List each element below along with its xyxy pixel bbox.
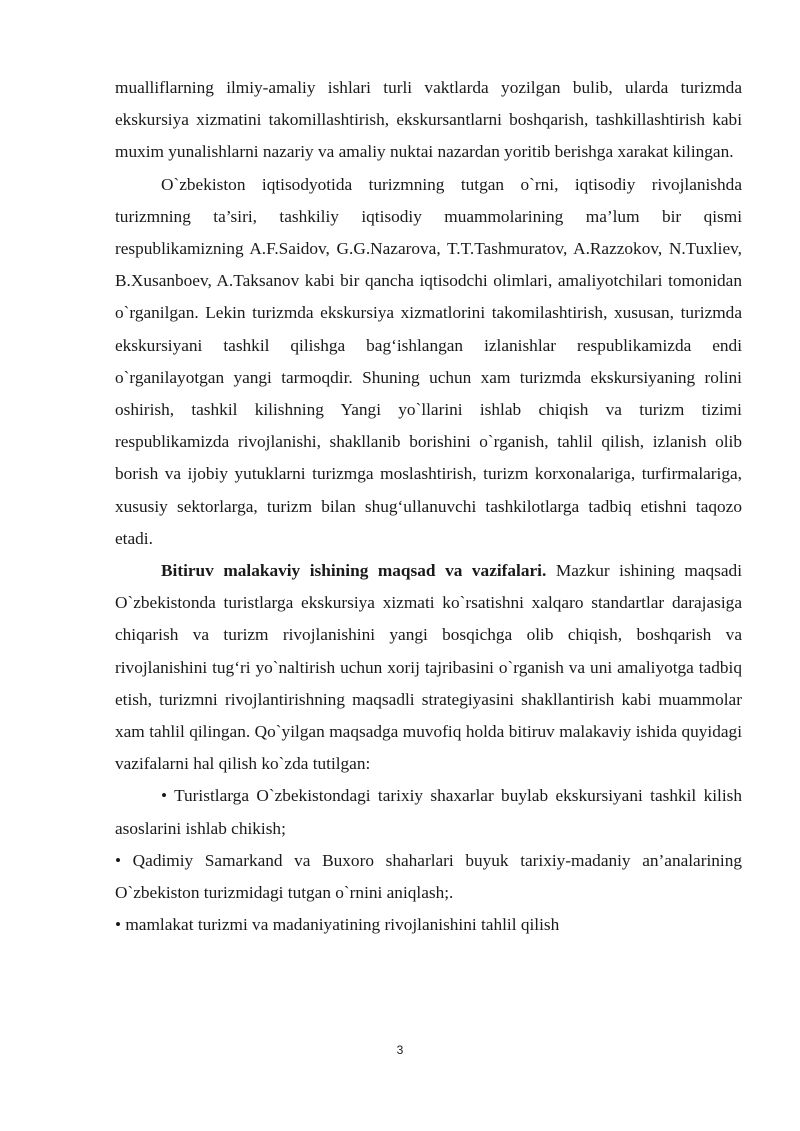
section-heading: Bitiruv malakaviy ishining maqsad va vazifalari. <box>161 561 547 581</box>
list-item: • mamlakat turizmi va madaniyatining rivojlanishini tahlil qilish <box>115 915 560 935</box>
paragraph-intro: mualliflarning ilmiy-amaliy ishlari turli vaktlarda yozilgan bulib, ularda turizmda ekskursiya xizmatini takomillashtirish, ekskursantlarni boshqarish, tashkillashtirish kabi muxim yunalishlarni nazariy va amaliy nuktai nazardan yoritib berishga xarakat kilingan. <box>115 78 742 162</box>
page-number: 3 <box>396 1043 404 1057</box>
body-text <box>115 72 742 941</box>
paragraph-goals-body: Mazkur ishining maqsadi O`zbekistonda turistlarga ekskursiya xizmati ko`rsatishni xalqaro standartlar darajasiga chiqarish va turizm rivojlanishini yangi bosqichga olib chiqish, boshqarish va rivojlanishini tug‘ri yo`naltirish uchun xorij tajribasini o`rganish va uni amaliyotga tadbiq etish, turizmni rivojlantirishning maqsadli strategiyasini shakllantirish kabi muammolar xam tahlil qilingan. Qo`yilgan maqsadga muvofiq holda bitiruv malakaviy ishida quyidagi vazifalarni hal qilish ko`zda tutilgan: <box>115 561 742 774</box>
paragraph-literature-review: O`zbekiston iqtisodyotida turizmning tutgan o`rni, iqtisodiy rivojlanishda turizmning ta’siri, tashkiliy iqtisodiy muammolarining ma’lum bir qismi respublikamizning A.F.Saidov, G.G.Nazarova, T.T.Tashmuratov, A.Razzokov, N.Tuxliev, B.Xusanboev, A.Taksanov kabi bir qancha iqtisodchi olimlari, amaliyotchilari tomonidan o`rganilgan. Lekin turizmda ekskursiya xizmatlorini takomilashtirish, xususan, turizmda ekskursiyani tashkil qilishga bag‘ishlangan izlanishlar respublikamizda endi o`rganilayotgan yangi tarmoqdir. Shuning uchun xam turizmda ekskursiyaning rolini oshirish, tashkil kilishning Yangi yo`llarini ishlab chiqish va turizm tizimi respublikamizda rivojlanishi, shakllanib borishini o`rganish, tahlil qilish, izlanish olib borish va ijobiy yutuklarni turizmga moslashtirish, turizm korxonalariga, turfirmalariga, xususiy sektorlarga, turizm bilan shug‘ullanuvchi tashkilotlarga tadbiq etishni taqozo etadi. <box>115 174 742 548</box>
paragraph-goals <box>115 555 742 780</box>
list-item: • Qadimiy Samarkand va Buxoro shaharlari buyuk tarixiy-madaniy an’analarining O`zbekiston turizmidagi tutgan o`rnini aniqlash;. <box>115 850 742 903</box>
list-item: • Turistlarga O`zbekistondagi tarixiy shaxarlar buylab ekskursiyani tashkil kilish asoslarini ishlab chikish; <box>115 786 742 838</box>
